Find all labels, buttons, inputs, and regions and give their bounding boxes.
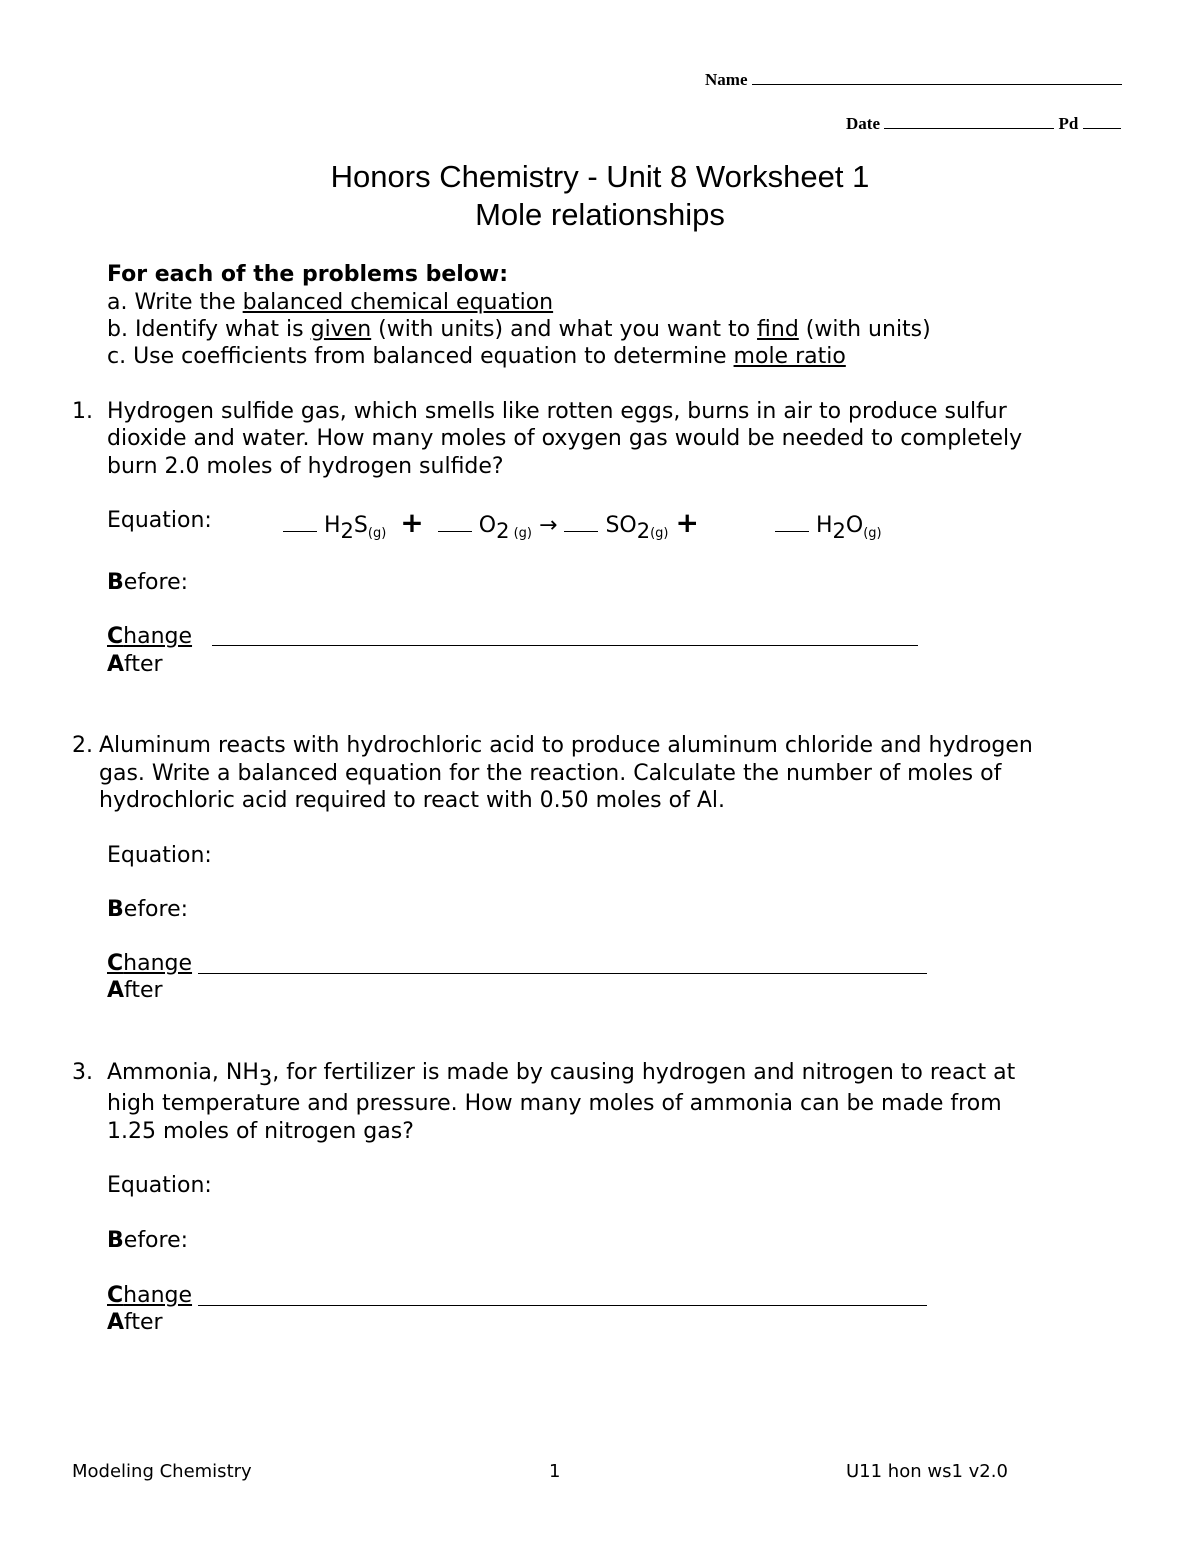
footer-page-number: 1 [549,1461,561,1482]
instructions-heading: For each of the problems below: [107,262,509,287]
coef-blank-so2[interactable] [564,531,598,532]
pd-label: Pd [1058,114,1079,133]
coef-blank-h2o[interactable] [775,531,809,532]
equation-3-label: Equation: [107,1173,212,1198]
problem-1-line1: Hydrogen sulfide gas, which smells like rotten eggs, burns in air to produce sulfur [107,399,1007,424]
name-label: Name [705,70,748,89]
change-label-1: Change [107,624,193,649]
instruction-b: b. Identify what is given (with units) and what you want to find (with units) [107,317,931,342]
problem-2-number: 2. [72,733,93,758]
equation-1-label: Equation: [107,508,212,533]
problem-3-line2: high temperature and pressure. How many moles of ammonia can be made from [107,1091,1002,1116]
problem-2-line1: Aluminum reacts with hydrochloric acid to produce aluminum chloride and hydrogen [99,733,1033,758]
problem-1-number: 1. [72,399,93,424]
instruction-c: c. Use coefficients from balanced equation to determine mole ratio [107,344,846,369]
instruction-a: a. Write the balanced chemical equation [107,290,554,315]
equation-1: $H2S_{(g)}$ + O2 $_{(g)} \to SO2_{(g)}$ + $H2O_{(g)}$ [283,506,882,543]
after-label-2: After [107,978,163,1003]
problem-3-line3: 1.25 moles of nitrogen gas? [107,1119,414,1144]
problem-2-line3: hydrochloric acid required to react with 0.50 moles of Al. [99,788,725,813]
footer-left: Modeling Chemistry [72,1461,252,1482]
problem-1-line2: dioxide and water. How many moles of oxygen gas would be needed to completely [107,426,1023,451]
name-field[interactable] [705,70,1122,90]
problem-2-line2: gas. Write a balanced equation for the reaction. Calculate the number of moles of [99,761,1002,786]
problem-3-line1: Ammonia, NH3, for fertilizer is made by causing hydrogen and nitrogen to react at [107,1060,1016,1090]
page-title: Honors Chemistry - Unit 8 Worksheet 1 [330,159,870,194]
footer-right: U11 hon ws1 v2.0 [846,1461,1008,1482]
equation-2-label: Equation: [107,843,212,868]
coef-blank-h2s[interactable] [283,531,317,532]
date-label: Date [846,114,880,133]
date-field[interactable] [846,114,1121,134]
problem-1-line3: burn 2.0 moles of hydrogen sulfide? [107,454,504,479]
date-blank[interactable] [884,128,1054,129]
page-subtitle: Mole relationships [475,197,725,232]
pd-blank[interactable] [1083,128,1121,129]
after-label-1: After [107,652,163,677]
change-label-3: Change [107,1283,193,1308]
after-label-3: After [107,1310,163,1335]
before-label-1: Before: [107,570,189,595]
coef-blank-o2[interactable] [438,531,472,532]
before-label-2: Before: [107,897,189,922]
problem-3-number: 3. [72,1060,93,1085]
name-blank[interactable] [752,84,1122,85]
change-line-3[interactable] [198,1305,927,1306]
change-line-1[interactable] [212,645,918,646]
change-line-2[interactable] [198,973,927,974]
before-label-3: Before: [107,1228,189,1253]
change-label-2: Change [107,951,193,976]
